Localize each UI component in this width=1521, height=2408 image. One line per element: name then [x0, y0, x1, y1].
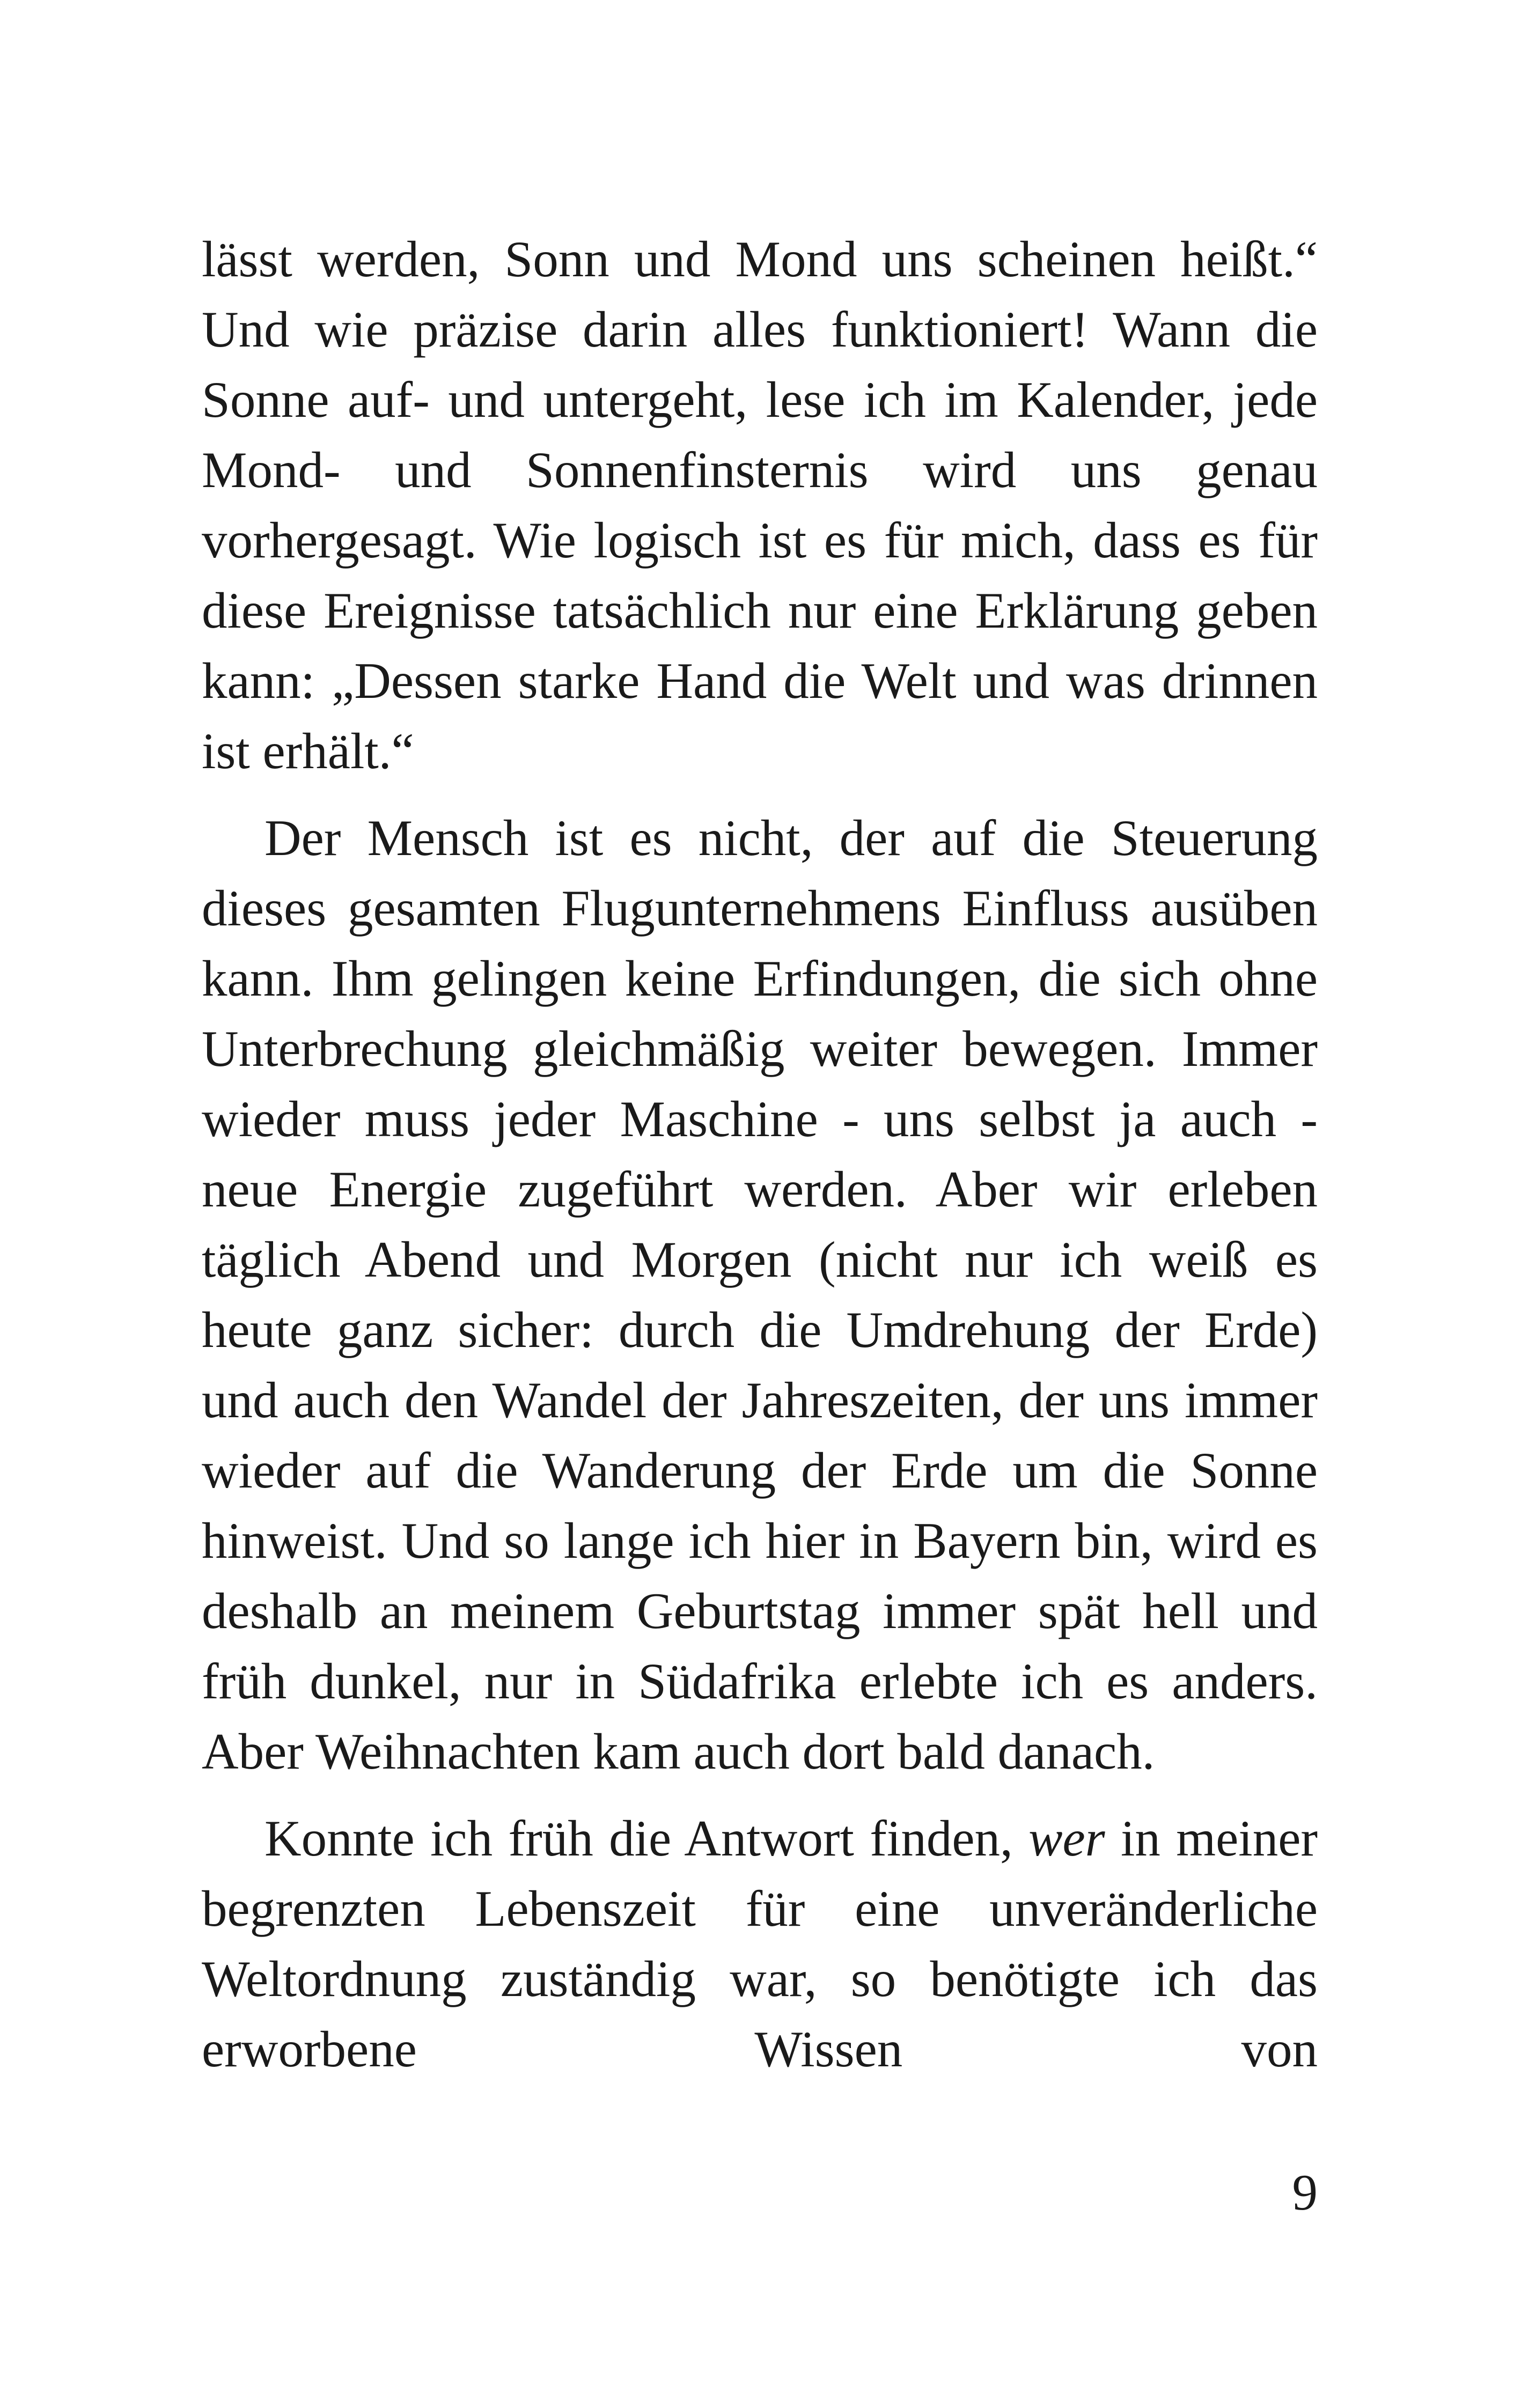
paragraph-3-text-before: Konnte ich früh die Antwort finden, — [264, 1810, 1029, 1867]
paragraph-1: lässt werden, Sonn und Mond uns scheinen heißt.“ Und wie präzise darin alles funktioniert! Wann die Sonne auf- und untergeht, lese ich im Kalender, jede Mond- und Sonnenfinsternis wird uns genau vorhergesagt. Wie logisch ist es für mich, dass es für diese Ereignisse tatsächlich nur eine Erklärung geben kann: „Dessen starke Hand die Welt und was drinnen ist erhält.“ — [202, 231, 1318, 779]
paragraph-3-emphasis: wer — [1028, 1810, 1105, 1867]
paragraph-3 — [202, 1803, 1318, 2085]
paragraph-3-text-after: in meiner begrenzten Lebenszeit für eine unveränderliche Weltordnung zuständig war, so benötigte ich das erworbene Wissen von — [202, 1810, 1318, 2078]
page-body — [202, 224, 1318, 2085]
paragraph-2: Der Mensch ist es nicht, der auf die Steuerung dieses gesamten Flugunternehmens Einfluss ausüben kann. Ihm gelingen keine Erfindungen, die sich ohne Unterbrechung gleichmäßig weiter bewegen. Immer wieder muss jeder Maschine - uns selbst ja auch - neue Energie zugeführt werden. Aber wir erleben täglich Abend und Morgen (nicht nur ich weiß es heute ganz sicher: durch die Umdrehung der Erde) und auch den Wandel der Jahreszeiten, der uns immer wieder auf die Wanderung der Erde um die Sonne hinweist. Und so lange ich hier in Bayern bin, wird es deshalb an meinem Geburtstag immer spät hell und früh dunkel, nur in Südafrika erlebte ich es anders. Aber Weihnachten kam auch dort bald danach. — [202, 809, 1318, 1780]
page-number: 9 — [1292, 2164, 1318, 2221]
